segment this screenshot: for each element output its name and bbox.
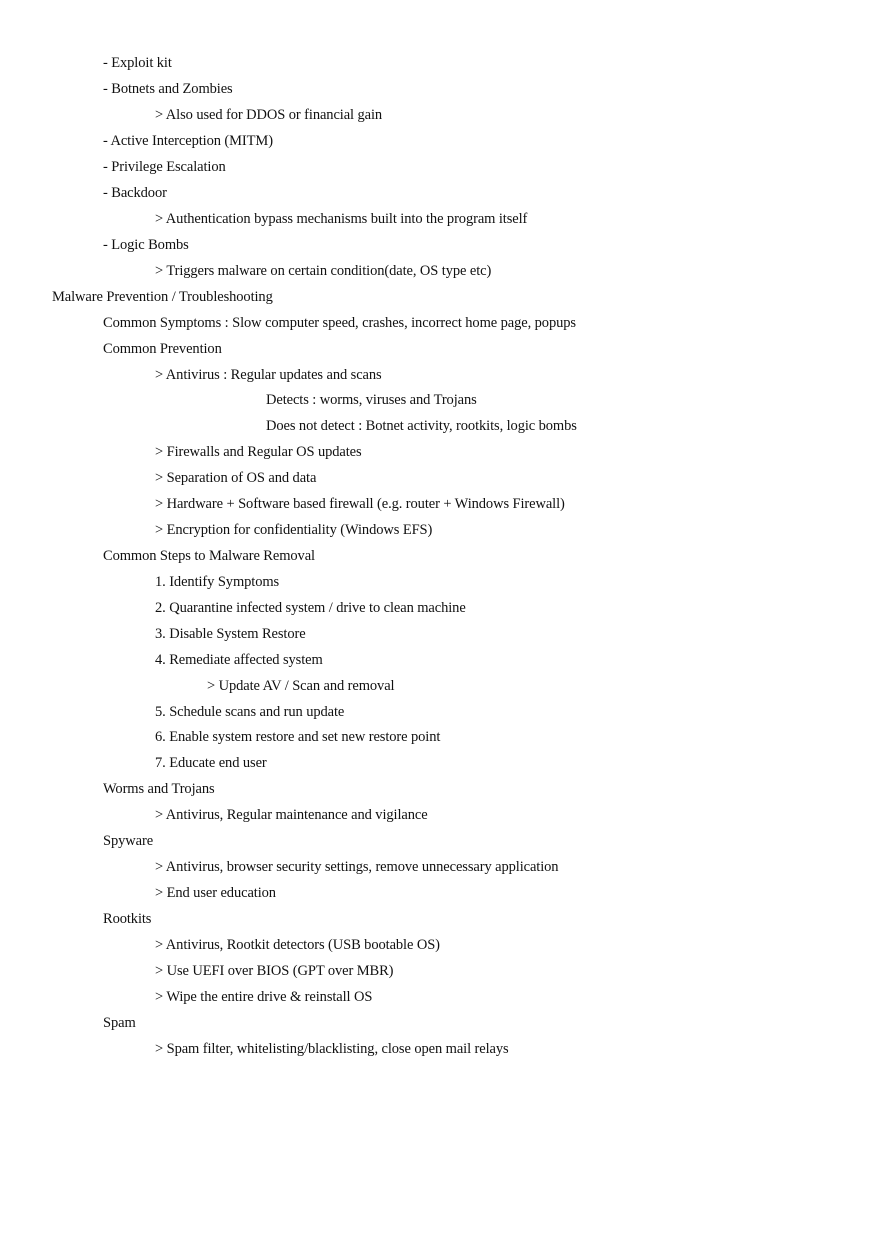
subheading-spyware: Spyware — [103, 833, 154, 849]
text-line-step-7: 7. Educate end user — [155, 755, 267, 771]
text-line-separation: > Separation of OS and data — [155, 470, 317, 486]
text-line-uefi: > Use UEFI over BIOS (GPT over MBR) — [155, 963, 394, 979]
text-line-firewalls: > Firewalls and Regular OS updates — [155, 444, 362, 460]
text-line-detects: Detects : worms, viruses and Trojans — [266, 392, 477, 408]
section-heading-malware-prevention: Malware Prevention / Troubleshooting — [52, 289, 273, 305]
subheading-rootkits: Rootkits — [103, 911, 152, 927]
text-line-mitm: - Active Interception (MITM) — [103, 133, 273, 149]
text-line-ddos: > Also used for DDOS or financial gain — [155, 107, 383, 123]
text-line-end-user-education: > End user education — [155, 885, 276, 901]
text-line-step-1: 1. Identify Symptoms — [155, 574, 280, 590]
subheading-common-prevention: Common Prevention — [103, 341, 222, 357]
text-line-auth-bypass: > Authentication bypass mechanisms built into the program itself — [155, 211, 528, 227]
text-line-hardware-software-firewall: > Hardware + Software based firewall (e.g. router + Windows Firewall) — [155, 496, 565, 512]
text-line-spam-filter: > Spam filter, whitelisting/blacklisting, close open mail relays — [155, 1041, 509, 1057]
text-line-step-5: 5. Schedule scans and run update — [155, 704, 345, 720]
text-line-step-6: 6. Enable system restore and set new restore point — [155, 729, 441, 745]
text-line-worms-remedy: > Antivirus, Regular maintenance and vigilance — [155, 807, 428, 823]
text-line-botnets: - Botnets and Zombies — [103, 81, 233, 97]
text-line-update-av: > Update AV / Scan and removal — [207, 678, 395, 694]
text-line-backdoor: - Backdoor — [103, 185, 167, 201]
text-line-spyware-remedy: > Antivirus, browser security settings, remove unnecessary application — [155, 859, 559, 875]
subheading-malware-removal: Common Steps to Malware Removal — [103, 548, 315, 564]
text-line-triggers: > Triggers malware on certain condition(date, OS type etc) — [155, 263, 492, 279]
text-line-logic-bombs: - Logic Bombs — [103, 237, 189, 253]
text-line-step-3: 3. Disable System Restore — [155, 626, 306, 642]
text-line-rootkit-detectors: > Antivirus, Rootkit detectors (USB bootable OS) — [155, 937, 440, 953]
text-line-step-4: 4. Remediate affected system — [155, 652, 323, 668]
text-line-wipe-drive: > Wipe the entire drive & reinstall OS — [155, 989, 373, 1005]
text-line-does-not-detect: Does not detect : Botnet activity, rootkits, logic bombs — [266, 418, 577, 434]
subheading-worms-trojans: Worms and Trojans — [103, 781, 215, 797]
subheading-spam: Spam — [103, 1015, 136, 1031]
text-line-privilege-escalation: - Privilege Escalation — [103, 159, 226, 175]
text-line-common-symptoms: Common Symptoms : Slow computer speed, crashes, incorrect home page, popups — [103, 315, 576, 331]
text-line-encryption: > Encryption for confidentiality (Windows EFS) — [155, 522, 433, 538]
text-line-antivirus: > Antivirus : Regular updates and scans — [155, 367, 382, 383]
text-line-exploit-kit: - Exploit kit — [103, 55, 172, 71]
text-line-step-2: 2. Quarantine infected system / drive to clean machine — [155, 600, 466, 616]
